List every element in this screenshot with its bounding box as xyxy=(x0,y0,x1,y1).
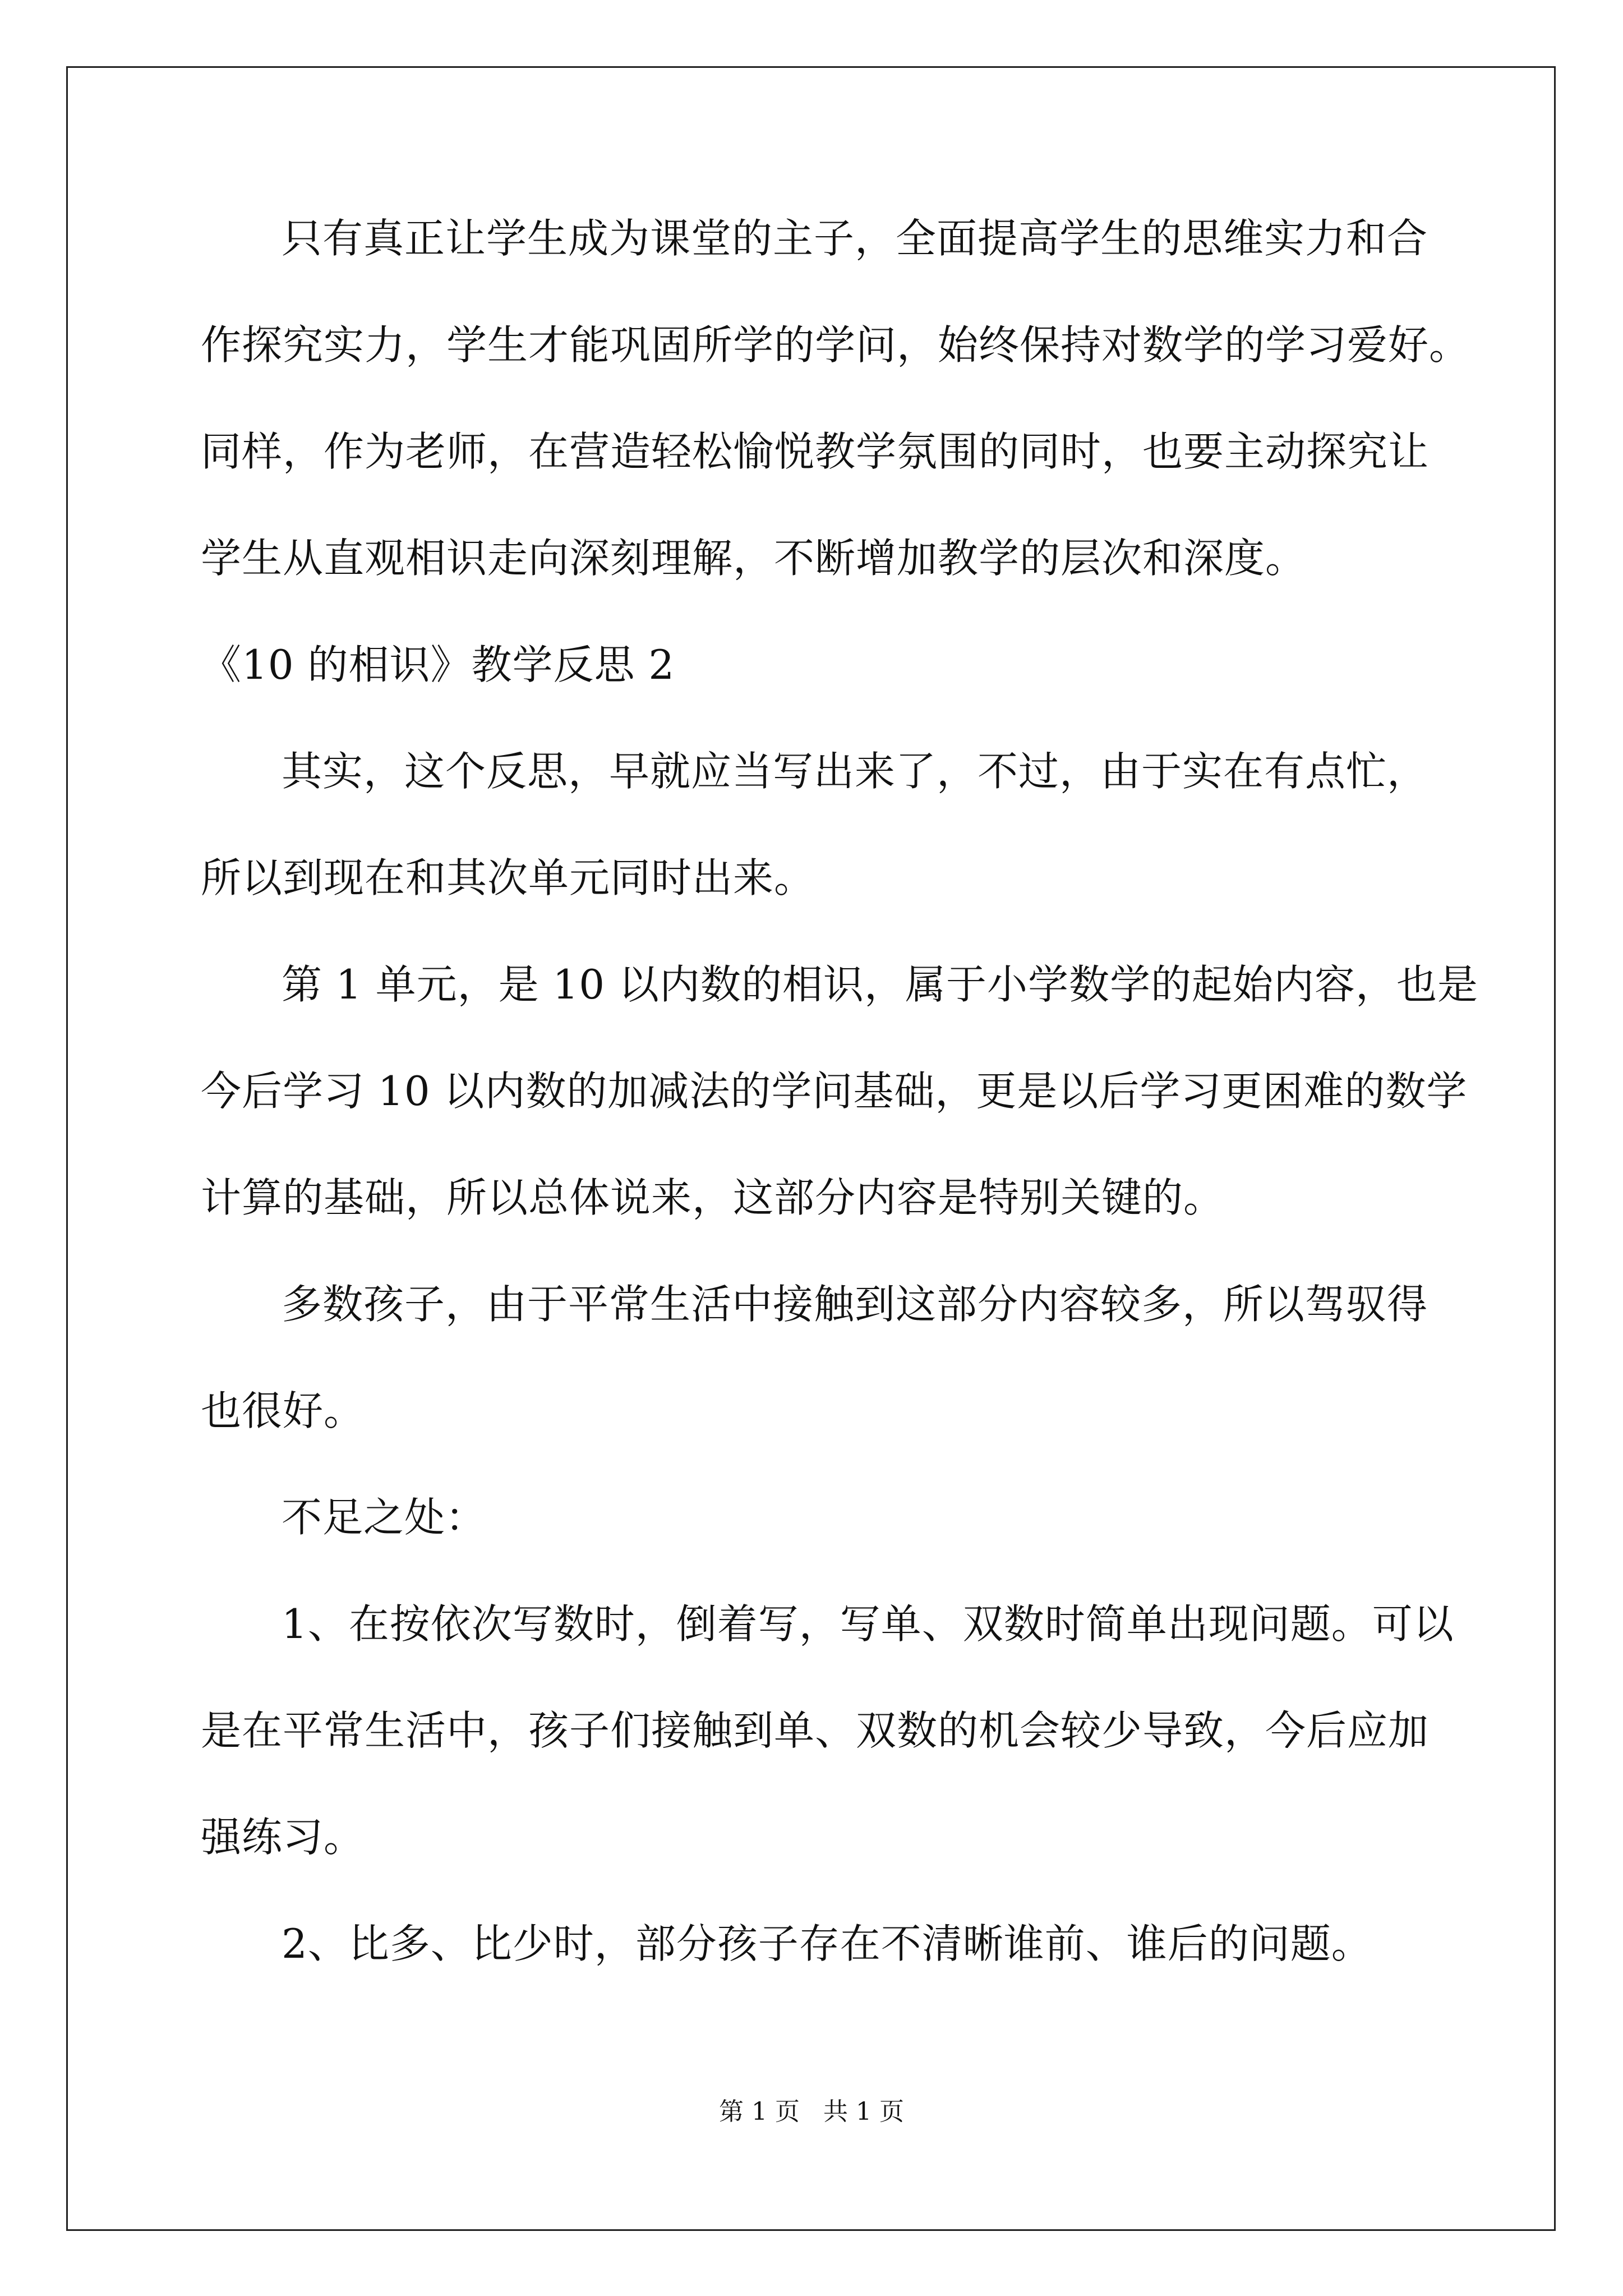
paragraph-line: 第 1 单元，是 10 以内数的相识，属于小学数学的起始内容，也是 xyxy=(282,961,1478,1008)
page-border xyxy=(66,66,1556,2231)
paragraph-line: 计算的基础，所以总体说来，这部分内容是特别关键的。 xyxy=(201,1174,1225,1221)
paragraph-line: 所以到现在和其次单元同时出来。 xyxy=(201,854,815,901)
paragraph-line: 其实，这个反思，早就应当写出来了，不过，由于实在有点忙， xyxy=(282,748,1428,795)
paragraph-line: 1、在按依次写数时，倒着写，写单、双数时简单出现问题。可以 xyxy=(282,1600,1454,1648)
paragraph-line: 作探究实力，学生才能巩固所学的学问，始终保持对数学的学习爱好。 xyxy=(201,321,1470,369)
paragraph-line: 是在平常生活中，孩子们接触到单、双数的机会较少导致，今后应加 xyxy=(201,1707,1430,1754)
page-footer: 第 1 页 共 1 页 xyxy=(719,2097,904,2126)
paragraph-line: 也很好。 xyxy=(201,1387,365,1434)
paragraph-line: 2、比多、比少时，部分孩子存在不清晰谁前、谁后的问题。 xyxy=(282,1920,1372,1967)
paragraph-line: 学生从直观相识走向深刻理解，不断增加教学的层次和深度。 xyxy=(201,535,1307,582)
paragraph-line: 只有真正让学生成为课堂的主子，全面提高学生的思维实力和合 xyxy=(282,215,1428,262)
paragraph-line: 今后学习 10 以内数的加减法的学问基础，更是以后学习更困难的数学 xyxy=(201,1068,1468,1115)
paragraph-line: 强练习。 xyxy=(201,1814,365,1861)
section-heading: 《10 的相识》教学反思 2 xyxy=(201,641,675,688)
paragraph-line: 多数孩子，由于平常生活中接触到这部分内容较多，所以驾驭得 xyxy=(282,1281,1428,1328)
paragraph-line: 不足之处： xyxy=(282,1494,487,1541)
paragraph-line: 同样，作为老师，在营造轻松愉悦教学氛围的同时，也要主动探究让 xyxy=(201,428,1430,475)
